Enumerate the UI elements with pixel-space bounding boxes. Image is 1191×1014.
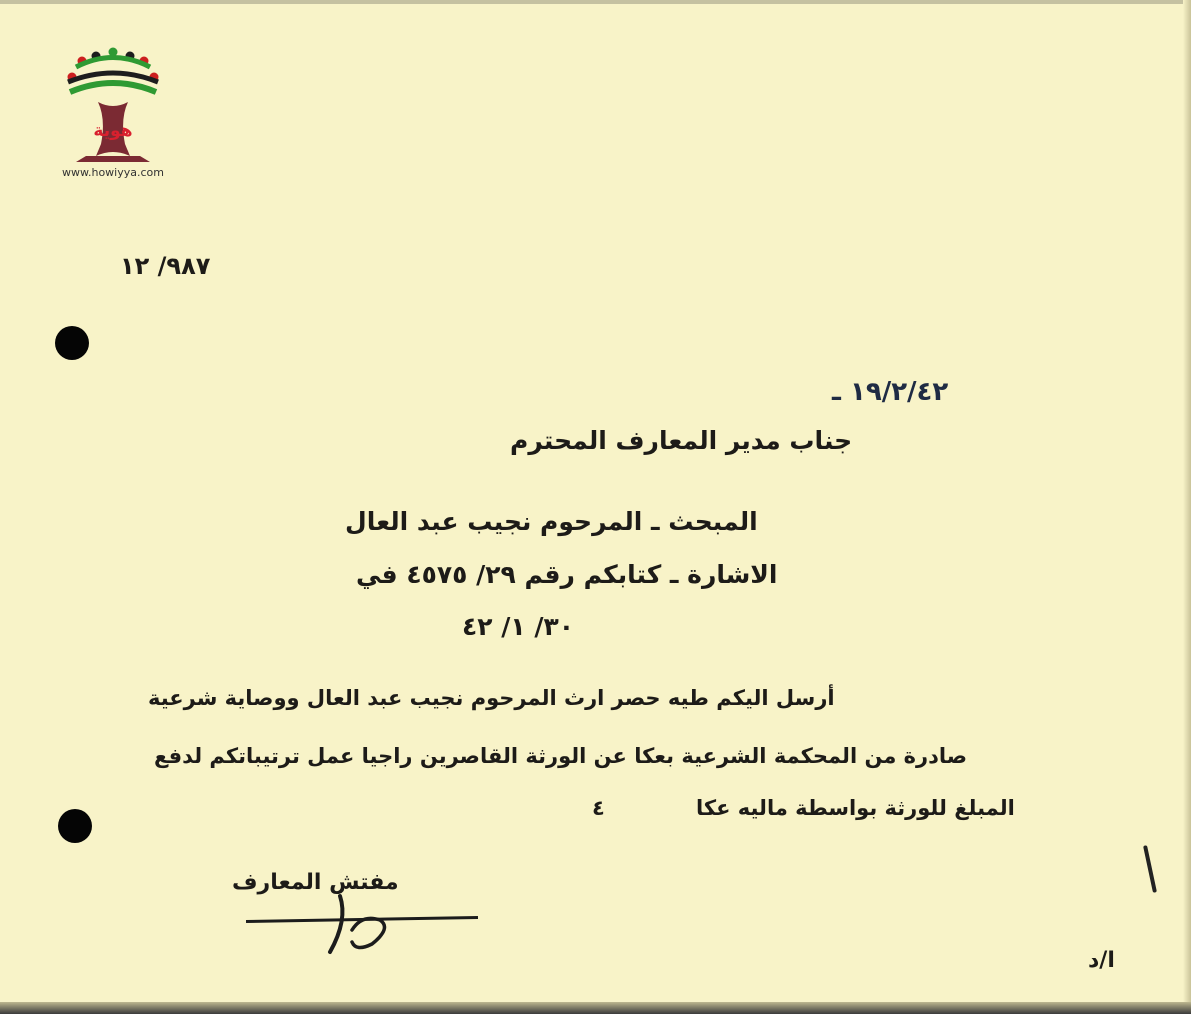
subject-line: المبحث ـ المرحوم نجيب عبد العال [345, 507, 758, 536]
reference-date: ٣٠/ ١/ ٤٢ [462, 612, 575, 641]
body-mark: ٤ [592, 796, 605, 820]
signatory-title: مفتش المعارف [232, 870, 399, 895]
addressee-line: جناب مدير المعارف المحترم [510, 426, 853, 455]
page-bottom-edge [0, 1002, 1191, 1014]
howiyya-logo [46, 44, 180, 184]
page-right-edge [1183, 0, 1191, 1014]
binder-hole-bottom [58, 809, 92, 843]
logo-arabic-text: هوية [93, 121, 133, 141]
margin-pen-mark [1143, 845, 1157, 893]
binder-hole-top [55, 326, 89, 360]
logo-url: www.howiyya.com [62, 166, 164, 179]
letter-date: ١٩/٢/٤٢ ـ [832, 377, 949, 407]
body-line-2: صادرة من المحكمة الشرعية بعكا عن الورثة القاصرين راجيا عمل ترتيباتكم لدفع [154, 744, 968, 768]
file-initials: ا/د [1088, 948, 1115, 973]
body-line-1: أرسل اليكم طيه حصر ارث المرحوم نجيب عبد العال ووصاية شرعية [148, 686, 835, 710]
body-line-3: المبلغ للورثة بواسطة ماليه عكا [696, 796, 1015, 820]
handwritten-signature [300, 890, 410, 962]
file-reference-number: ٩٨٧/ ١٢ [120, 252, 211, 280]
reference-line: الاشارة ـ كتابكم رقم ٢٩/ ٤٥٧٥ في [356, 560, 778, 589]
logo-people-icons [68, 48, 159, 93]
page-top-edge [0, 0, 1191, 4]
